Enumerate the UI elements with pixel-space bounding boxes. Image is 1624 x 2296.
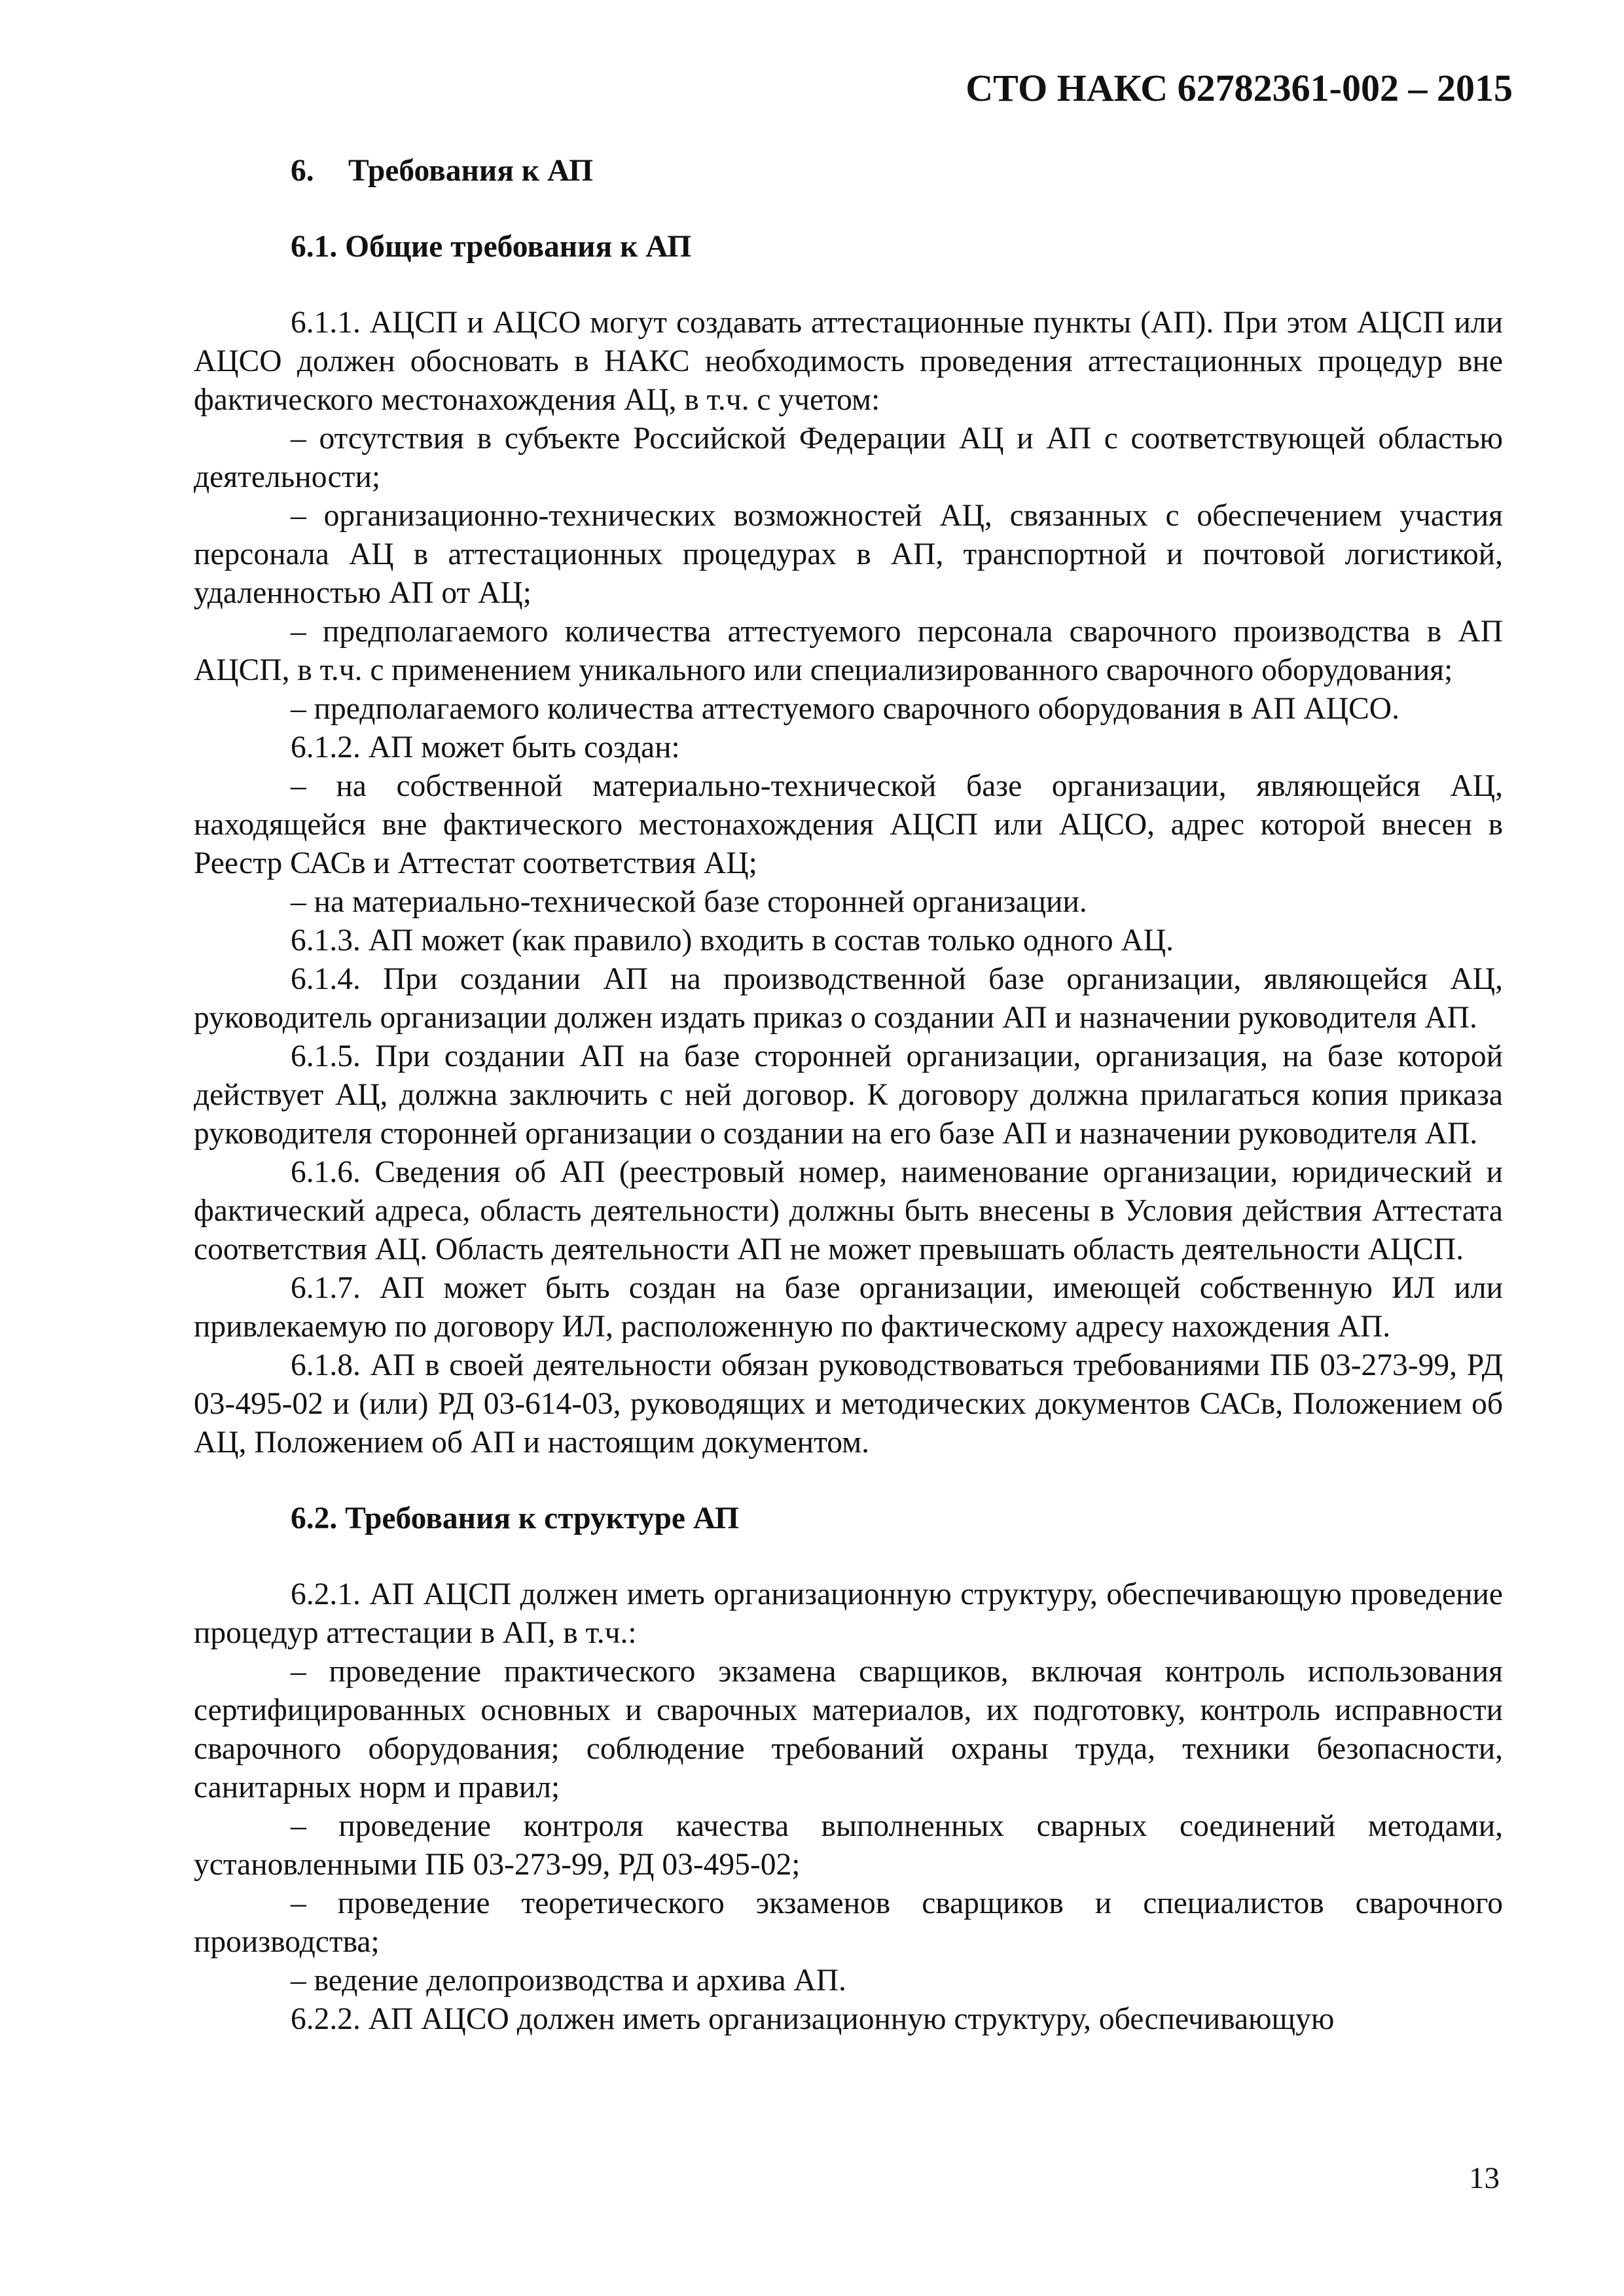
paragraph-6-1-2: 6.1.2. АП может быть создан: bbox=[291, 730, 680, 764]
document-body bbox=[194, 152, 1503, 2039]
list-item: – предполагаемого количества аттестуемого сварочного оборудования в АП АЦСО. bbox=[291, 692, 1399, 726]
paragraph-6-1-8: 6.1.8. АП в своей деятельности обязан руководствоваться требованиями ПБ 03-273-99, РД 03-495-02 и (или) РД 03-614-03, руководящих и методических документов САСв, Положением об АЦ, Положением об АП и настоящим документом. bbox=[194, 1348, 1503, 1460]
paragraph-6-2-2: 6.2.2. АП АЦСО должен иметь организационную структуру, обеспечивающую bbox=[291, 2002, 1335, 2036]
list-item: – на собственной материально-технической базе организации, являющейся АЦ, находящейся вне фактического местонахождения АЦСП или АЦСО, адрес которой внесен в Реестр САСв и Аттестат соответствия АЦ; bbox=[194, 769, 1503, 880]
list-item: – предполагаемого количества аттестуемого персонала сварочного производства в АП АЦСП, в т.ч. с применением уникального или специализированного сварочного оборудования; bbox=[194, 615, 1503, 687]
section-6-number: 6. bbox=[291, 154, 314, 188]
list-item: – организационно-технических возможностей АЦ, связанных с обеспечением участия персонала АЦ в аттестационных процедурах в АП, транспортной и почтовой логистикой, удаленностью АП от АЦ; bbox=[194, 499, 1503, 610]
paragraph-6-1-6: 6.1.6. Сведения об АП (реестровый номер, наименование организации, юридический и фактический адреса, область деятельности) должны быть внесены в Условия действия Аттестата соответствия АЦ. Область деятельности АП не может превышать область деятельности АЦСП. bbox=[194, 1155, 1503, 1266]
list-item: – проведение практического экзамена сварщиков, включая контроль использования сертифицированных основных и сварочных материалов, их подготовку, контроль исправности сварочного оборудования; соблюдение требований охраны труда, техники безопасности, санитарных норм и правил; bbox=[194, 1655, 1503, 1804]
list-item: – проведение теоретического экзаменов сварщиков и специалистов сварочного производства; bbox=[194, 1886, 1503, 1959]
list-item: – ведение делопроизводства и архива АП. bbox=[291, 1964, 846, 1998]
paragraph-6-2-1: 6.2.1. АП АЦСП должен иметь организационную структуру, обеспечивающую проведение процедур аттестации в АП, в т.ч.: bbox=[194, 1577, 1503, 1650]
page-number: 13 bbox=[1469, 2161, 1500, 2195]
list-item: – отсутствия в субъекте Российской Федерации АЦ и АП с соответствующей областью деятельности; bbox=[194, 422, 1503, 494]
paragraph-6-1-1: 6.1.1. АЦСП и АЦСО могут создавать аттестационные пункты (АП). При этом АЦСП или АЦСО должен обосновать в НАКС необходимость проведения аттестационных процедур вне фактического местонахождения АЦ, в т.ч. с учетом: bbox=[194, 306, 1503, 417]
section-6-title: Требования к АП bbox=[348, 154, 594, 188]
document-code: СТО НАКС 62782361-002 – 2015 bbox=[965, 67, 1513, 109]
paragraph-6-1-4: 6.1.4. При создании АП на производственной базе организации, являющейся АЦ, руководитель организации должен издать приказ о создании АП и назначении руководителя АП. bbox=[194, 962, 1503, 1035]
paragraph-6-1-7: 6.1.7. АП может быть создан на базе организации, имеющей собственную ИЛ или привлекаемую по договору ИЛ, расположенную по фактическому адресу нахождения АП. bbox=[194, 1271, 1503, 1344]
section-6-1-heading: 6.1. Общие требования к АП bbox=[291, 230, 692, 264]
list-item: – проведение контроля качества выполненных сварных соединений методами, установленными ПБ 03-273-99, РД 03-495-02; bbox=[194, 1809, 1503, 1882]
section-6-2-heading: 6.2. Требования к структуре АП bbox=[291, 1501, 739, 1535]
section-6-heading bbox=[194, 152, 1503, 190]
paragraph-6-1-3: 6.1.3. АП может (как правило) входить в состав только одного АЦ. bbox=[291, 924, 1174, 958]
list-item: – на материально-технической базе сторонней организации. bbox=[291, 885, 1087, 919]
paragraph-6-1-5: 6.1.5. При создании АП на базе сторонней организации, организация, на базе которой действует АЦ, должна заключить с ней договор. К договору должна прилагаться копия приказа руководителя сторонней организации о создании на его базе АП и назначении руководителя АП. bbox=[194, 1039, 1503, 1151]
